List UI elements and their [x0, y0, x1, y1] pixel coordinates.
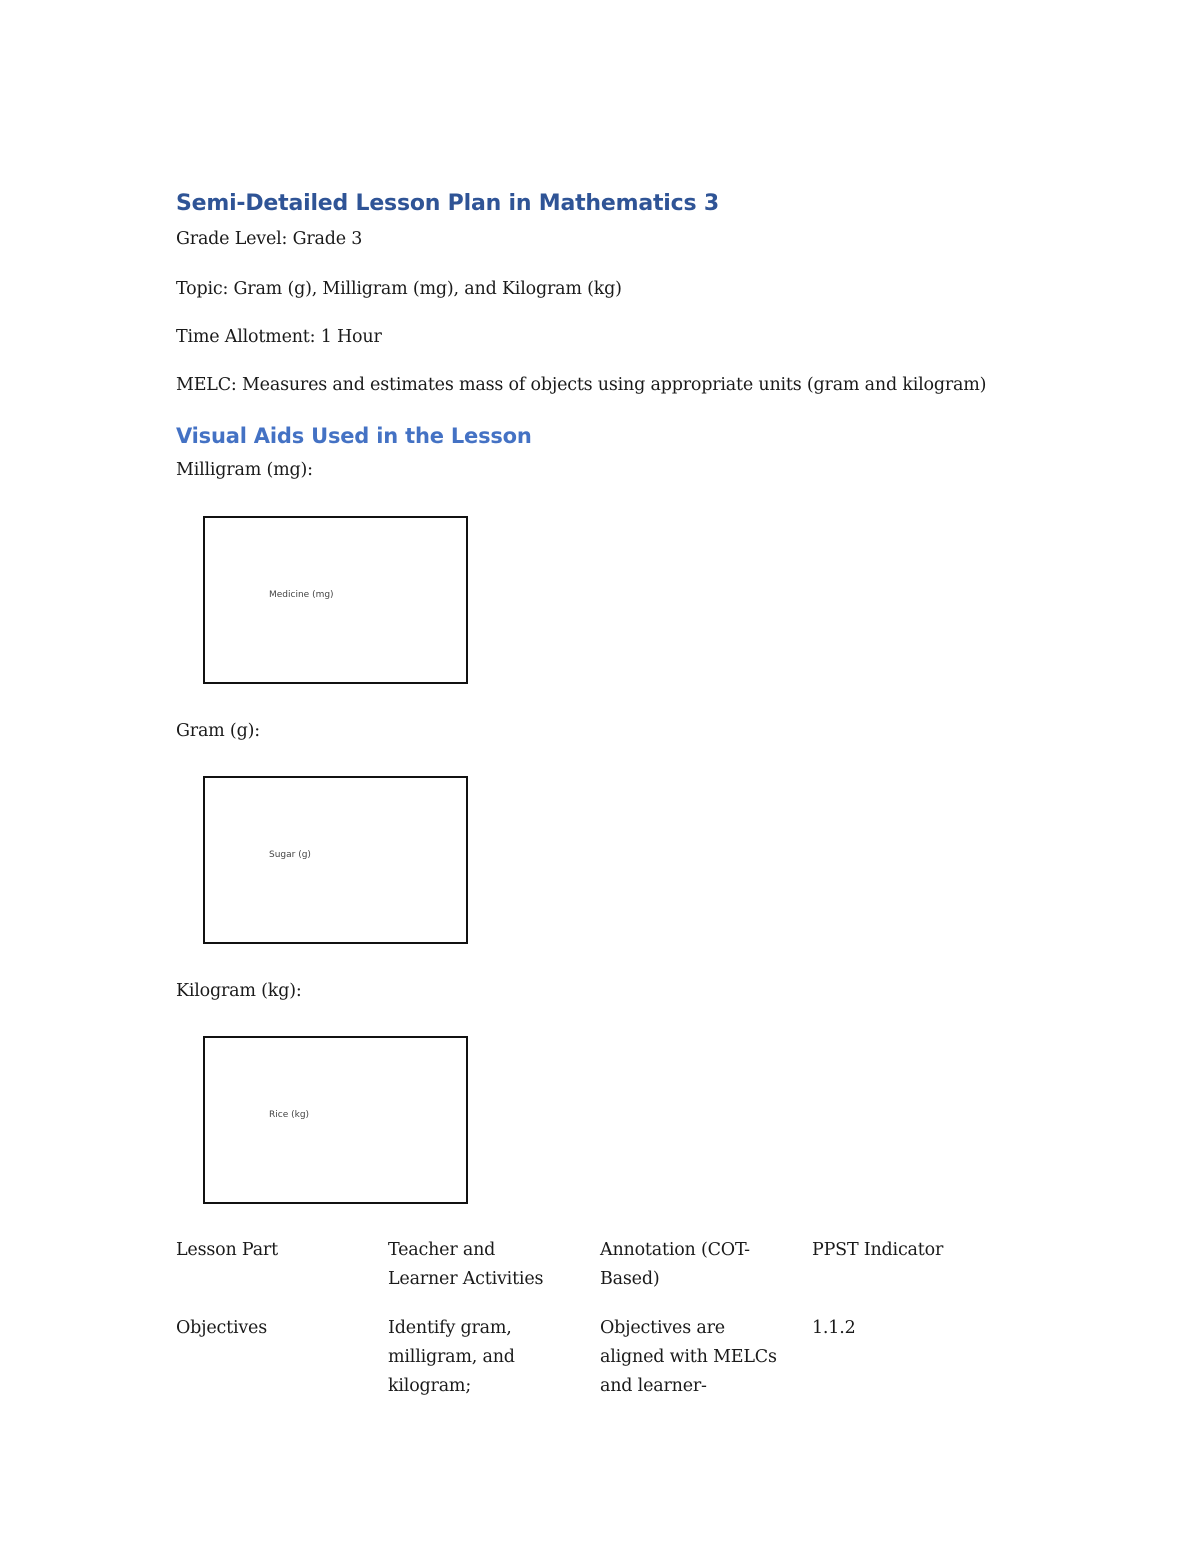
table-header-ppst: PPST Indicator: [812, 1240, 944, 1260]
table-header-annotation: Annotation (COT- Based): [600, 1240, 750, 1289]
milligram-image-frame: [203, 516, 468, 684]
time-allotment: Time Allotment: 1 Hour: [176, 327, 382, 347]
kilogram-image-caption: Rice (kg): [269, 1110, 310, 1120]
grade-level: Grade Level: Grade 3: [176, 229, 363, 249]
table-cell-lesson-part: Objectives: [176, 1318, 267, 1338]
gram-image-caption: Sugar (g): [269, 850, 311, 860]
melc: MELC: Measures and estimates mass of objects using appropriate units (gram and kilogram): [176, 375, 987, 395]
gram-image-frame: [203, 776, 468, 944]
kilogram-label: Kilogram (kg):: [176, 981, 302, 1001]
table-cell-ppst: 1.1.2: [812, 1318, 856, 1338]
gram-label: Gram (g):: [176, 721, 260, 741]
visual-aids-heading: Visual Aids Used in the Lesson: [176, 424, 532, 448]
table-cell-activities: Identify gram, milligram, and kilogram;: [388, 1318, 515, 1396]
table-header-lesson-part: Lesson Part: [176, 1240, 278, 1260]
milligram-label: Milligram (mg):: [176, 460, 313, 480]
milligram-image-caption: Medicine (mg): [269, 590, 334, 600]
table-header-activities: Teacher and Learner Activities: [388, 1240, 544, 1289]
topic: Topic: Gram (g), Milligram (mg), and Kilogram (kg): [176, 279, 622, 299]
table-cell-annotation: Objectives are aligned with MELCs and learner-: [600, 1318, 777, 1396]
kilogram-image-frame: [203, 1036, 468, 1204]
document-title: Semi-Detailed Lesson Plan in Mathematics 3: [176, 191, 719, 216]
